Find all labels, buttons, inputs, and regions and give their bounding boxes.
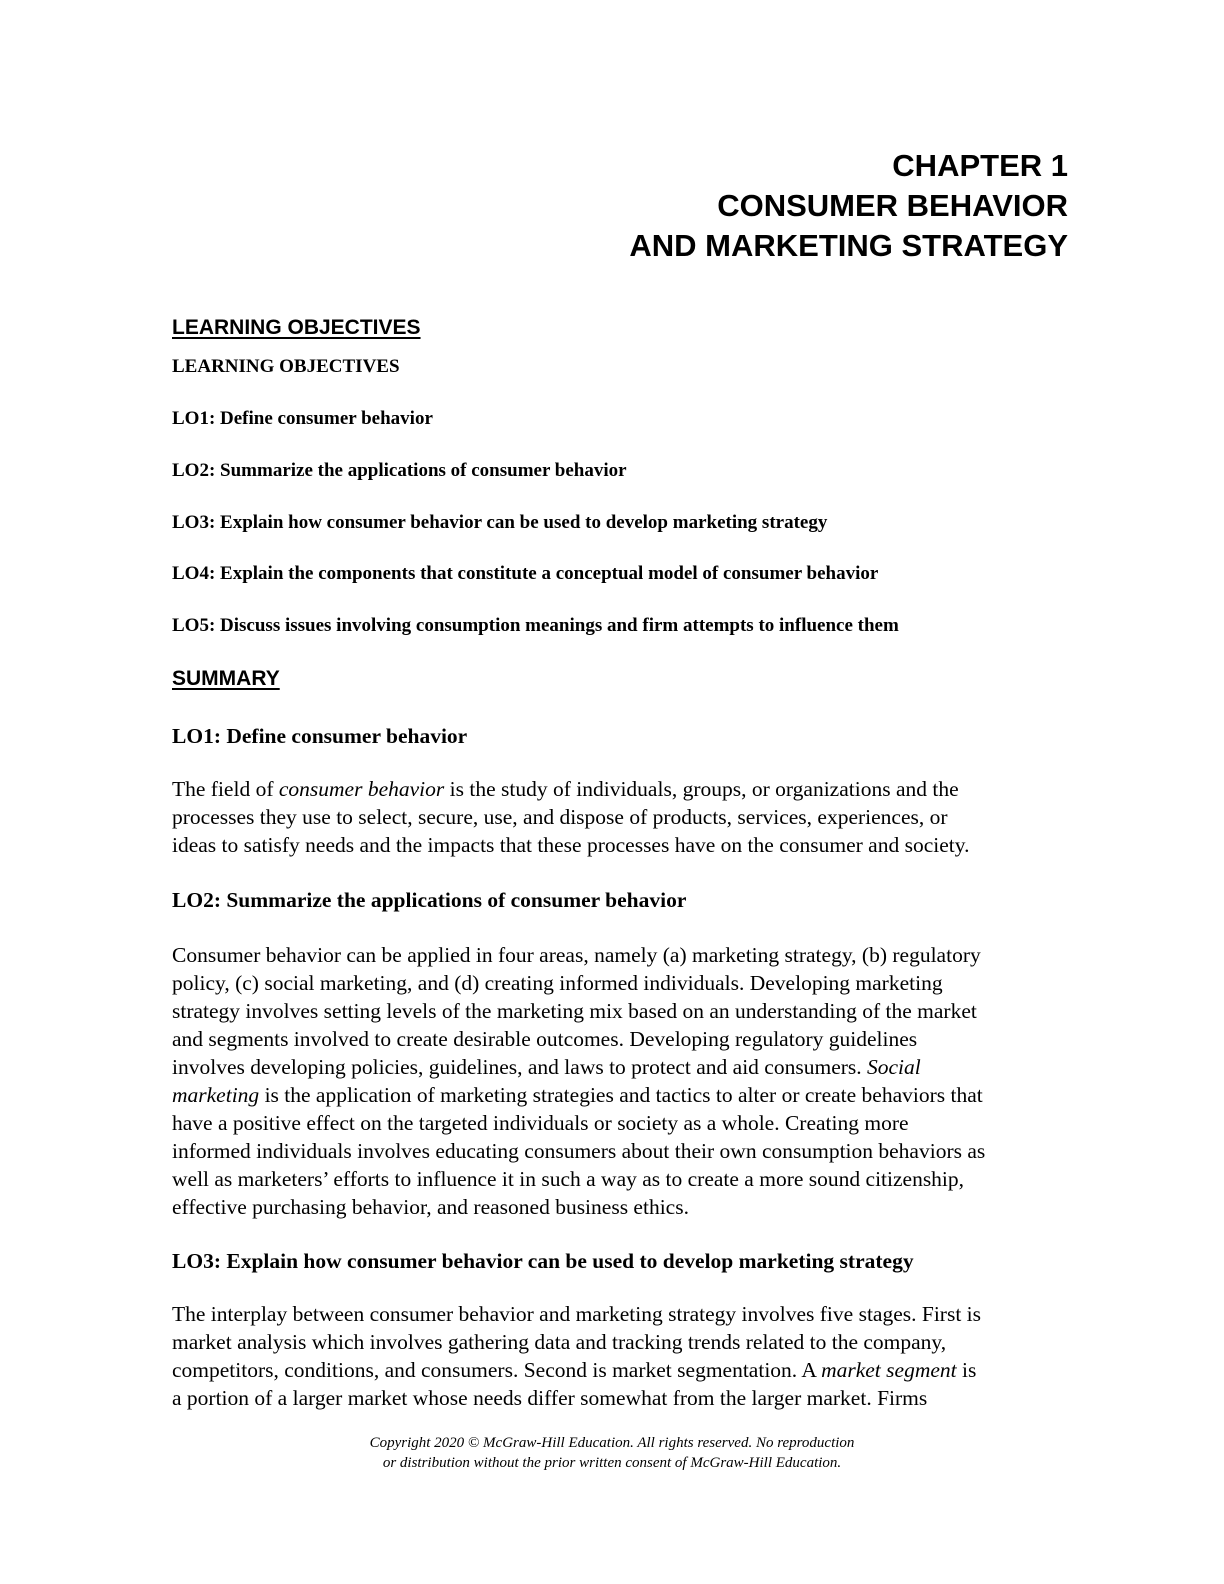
chapter-title-line-2: AND MARKETING STRATEGY bbox=[629, 228, 1068, 263]
text-line: processes they use to select, secure, use, and dispose of products, services, experiences, or bbox=[172, 805, 948, 829]
objective-lo4: LO4: Explain the components that constitute a conceptual model of consumer behavior bbox=[172, 563, 879, 584]
text-line: and segments involved to create desirable outcomes. Developing regulatory guidelines bbox=[172, 1027, 918, 1051]
chapter-number: CHAPTER 1 bbox=[892, 148, 1068, 183]
objective-lo5: LO5: Discuss issues involving consumption meanings and firm attempts to influence them bbox=[172, 615, 899, 636]
emphasis: Social bbox=[867, 1055, 921, 1079]
summary-lo2-heading: LO2: Summarize the applications of consumer behavior bbox=[172, 888, 687, 912]
summary-lo3-heading: LO3: Explain how consumer behavior can be used to develop marketing strategy bbox=[172, 1249, 914, 1273]
summary-lo3-paragraph bbox=[172, 1300, 1077, 1412]
emphasis: market segment bbox=[821, 1358, 957, 1382]
objective-lo1: LO1: Define consumer behavior bbox=[172, 408, 433, 429]
chapter-title-line-1: CONSUMER BEHAVIOR bbox=[717, 188, 1068, 223]
text-line: informed individuals involves educating consumers about their own consumption behaviors as bbox=[172, 1139, 986, 1163]
text-line: ideas to satisfy needs and the impacts that these processes have on the consumer and society. bbox=[172, 833, 970, 857]
text-line: Consumer behavior can be applied in four areas, namely (a) marketing strategy, (b) regulatory bbox=[172, 943, 981, 967]
text-line: a portion of a larger market whose needs differ somewhat from the larger market. Firms bbox=[172, 1386, 928, 1410]
objective-lo3: LO3: Explain how consumer behavior can be used to develop marketing strategy bbox=[172, 512, 828, 533]
text-line: competitors, conditions, and consumers. Second is market segmentation. A market segment is bbox=[172, 1358, 977, 1382]
objective-lo2: LO2: Summarize the applications of consumer behavior bbox=[172, 460, 627, 481]
emphasis: marketing bbox=[172, 1083, 260, 1107]
text-line: have a positive effect on the targeted individuals or society as a whole. Creating more bbox=[172, 1111, 909, 1135]
footer-line-2: or distribution without the prior written consent of McGraw-Hill Education. bbox=[382, 1455, 842, 1471]
learning-objectives-heading: LEARNING OBJECTIVES bbox=[172, 316, 421, 339]
text-line: strategy involves setting levels of the marketing mix based on an understanding of the market bbox=[172, 999, 977, 1023]
summary-lo2-paragraph bbox=[172, 941, 1077, 1221]
emphasis: consumer behavior bbox=[278, 777, 445, 801]
chapter-heading bbox=[629, 146, 1068, 266]
text-line: marketing is the application of marketing strategies and tactics to alter or create behaviors that bbox=[172, 1083, 983, 1107]
text-line: involves developing policies, guidelines, and laws to protect and aid consumers. Social bbox=[172, 1055, 921, 1079]
summary-lo1-paragraph bbox=[172, 775, 1077, 859]
text-line: The field of consumer behavior is the study of individuals, groups, or organizations and the bbox=[172, 777, 959, 801]
text-line: The interplay between consumer behavior and marketing strategy involves five stages. First is bbox=[172, 1302, 982, 1326]
text-line: effective purchasing behavior, and reasoned business ethics. bbox=[172, 1195, 689, 1219]
learning-objectives-subheading: LEARNING OBJECTIVES bbox=[172, 356, 400, 377]
text-line: well as marketers’ efforts to influence it in such a way as to create a more sound citizenship, bbox=[172, 1167, 965, 1191]
copyright-footer bbox=[0, 1433, 1224, 1473]
text-line: market analysis which involves gathering data and tracking trends related to the company, bbox=[172, 1330, 947, 1354]
footer-line-1: Copyright 2020 © McGraw-Hill Education. All rights reserved. No reproduction bbox=[369, 1435, 855, 1451]
summary-lo1-heading: LO1: Define consumer behavior bbox=[172, 724, 468, 748]
text-line: policy, (c) social marketing, and (d) creating informed individuals. Developing marketing bbox=[172, 971, 943, 995]
summary-heading: SUMMARY bbox=[172, 667, 280, 690]
